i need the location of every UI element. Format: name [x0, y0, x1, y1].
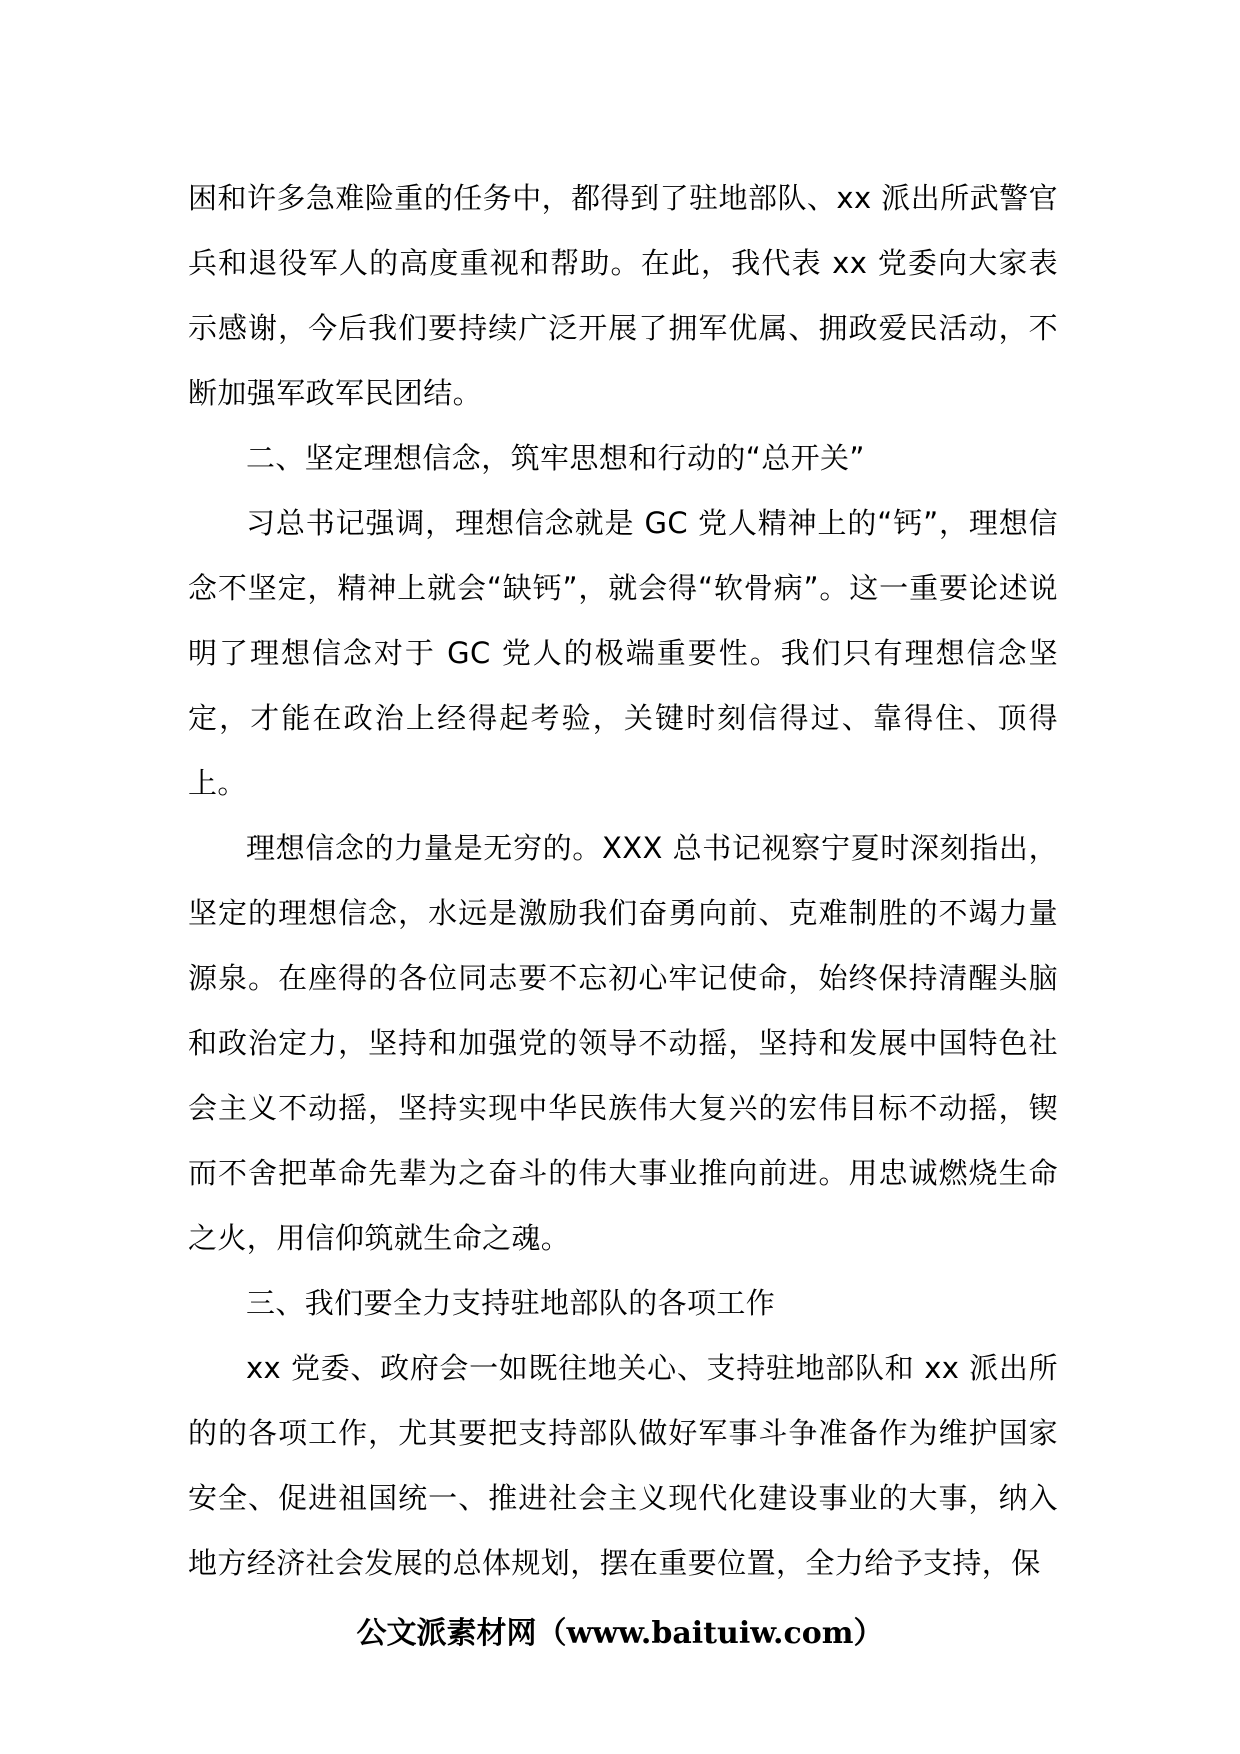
paragraph: 理想信念的力量是无穷的。XXX 总书记视察宁夏时深刻指出，坚定的理想信念，水远是激励我们奋勇向前、克难制胜的不竭力量源泉。在座得的各位同志要不忘初心牢记使命，始终保持清醒头脑和政治定力，坚持和加强党的领导不动摇，坚持和发展中国特色社会主义不动摇，坚持实现中华民族伟大复兴的宏伟目标不动摇，锲而不舍把革命先辈为之奋斗的伟大事业推向前进。用忠诚燃烧生命之火，用信仰筑就生命之魂。 — [188, 831, 1058, 1255]
page-footer: 公文派素材网（www.baituiw.com） — [356, 1616, 884, 1651]
paragraph-continuation: 困和许多急难险重的任务中，都得到了驻地部队、xx 派出所武警官兵和退役军人的高度重视和帮助。在此，我代表 xx 党委向大家表示感谢，今后我们要持续广泛开展了拥军优属、拥政爱民活动，不断加强军政军民团结。 — [188, 181, 1058, 410]
section-heading-2: 二、坚定理想信念，筑牢思想和行动的“总开关” — [246, 441, 865, 475]
document-body — [188, 166, 1058, 1596]
paragraph: xx 党委、政府会一如既往地关心、支持驻地部队和 xx 派出所的的各项工作，尤其要把支持部队做好军事斗争准备作为维护国家安全、促进祖国统一、推进社会主义现代化建设事业的大事，纳入地方经济社会发展的总体规划，摆在重要位置，全力给予支持，保 — [188, 1351, 1058, 1580]
paragraph: 习总书记强调，理想信念就是 GC 党人精神上的“钙”，理想信念不坚定，精神上就会“缺钙”，就会得“软骨病”。这一重要论述说明了理想信念对于 GC 党人的极端重要性。我们只有理想信念坚定，才能在政治上经得起考验，关键时刻信得过、靠得住、顶得上。 — [188, 506, 1058, 800]
section-heading-3: 三、我们要全力支持驻地部队的各项工作 — [246, 1286, 776, 1320]
